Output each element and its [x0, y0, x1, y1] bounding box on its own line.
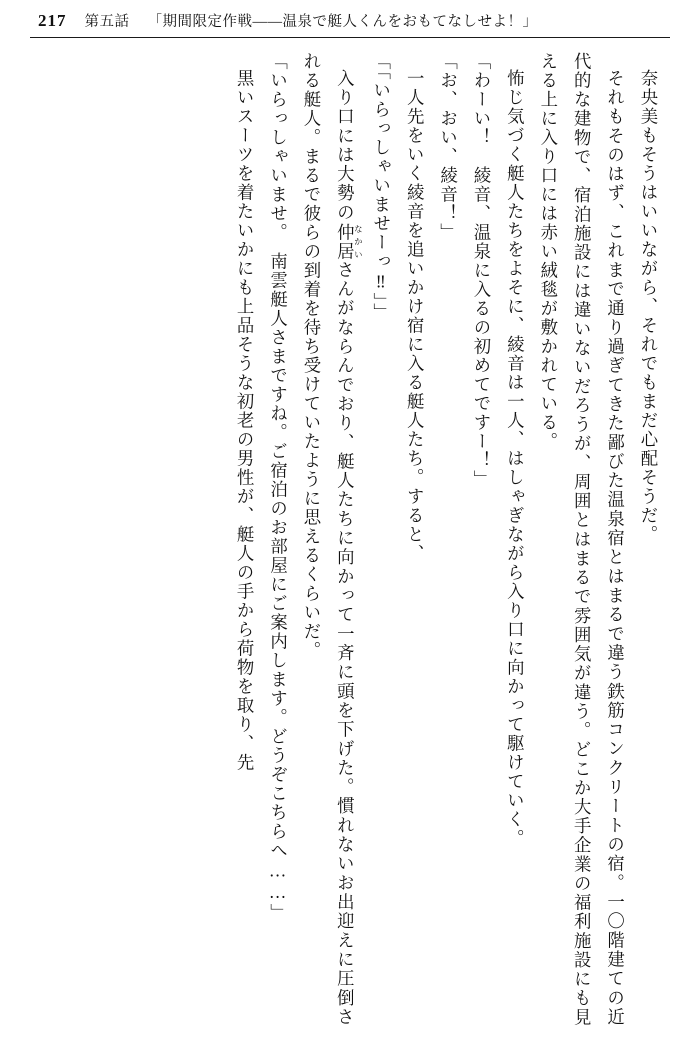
ruby-reading: なかい [353, 222, 364, 261]
paragraph: 怖じ気づく艇人たちをよそに、綾音は一人、はしゃぎながら入り口に向かって駆けていく。 [504, 69, 525, 849]
paragraph: 「「いらっしゃいませーっ‼」」 [370, 52, 391, 323]
paragraph-with-ruby [294, 52, 364, 1027]
paragraph: 「わーい！ 綾音、温泉に入るの初めてですー！」 [470, 52, 491, 489]
header-rule [30, 37, 670, 38]
chapter-label: 第五話 [84, 14, 130, 30]
paragraph: 奈央美もそうはいいながら、それでもまだ心配そうだ。 [638, 69, 658, 545]
paragraph: 一人先をいく綾音を追いかけ宿に入る艇人たち。すると、 [404, 69, 425, 564]
paragraph: 黒いスーツを着たいかにも上品そうな初老の男性が、艇人の手から荷物を取り、先 [234, 69, 255, 773]
paragraph-ruby-segment-b: さんがならんでおり、艇人たちに向かって一斉に頭を下げた。慣れないお出迎えに圧倒される艇人。まるで彼らの到着を待ち受けていたように思えるくらいだ。 [300, 52, 355, 1027]
ruby-base: 仲居 [334, 222, 355, 261]
page-number: 217 [38, 11, 67, 30]
paragraph: 「お、おい、綾音！」 [437, 52, 458, 242]
paragraph-ruby-segment-a: 入り口には大勢の [334, 69, 355, 223]
paragraph: 「いらっしゃいませ。 南雲艇人さまですね。ご宿泊のお部屋にご案内します。どうぞこちらへ……」 [267, 52, 288, 923]
running-title: 「期間限定作戦——温泉で艇人くんをおもてなしせよ！」 [147, 14, 538, 30]
body-text [36, 52, 664, 1027]
paragraph: それもそのはず、これまで通り過ぎてきた鄙びた温泉宿とはまるで違う鉄筋コンクリートの宿。一〇階建ての近代的な建物で、宿泊施設には違いないだろうが、周囲とはまるで雰囲気が違う。どこか大手企業の福利施設にも見える上に入り口には赤い絨毯が敷かれている。 [537, 52, 625, 1027]
page-header [38, 10, 662, 36]
ruby-nakai [334, 222, 364, 261]
